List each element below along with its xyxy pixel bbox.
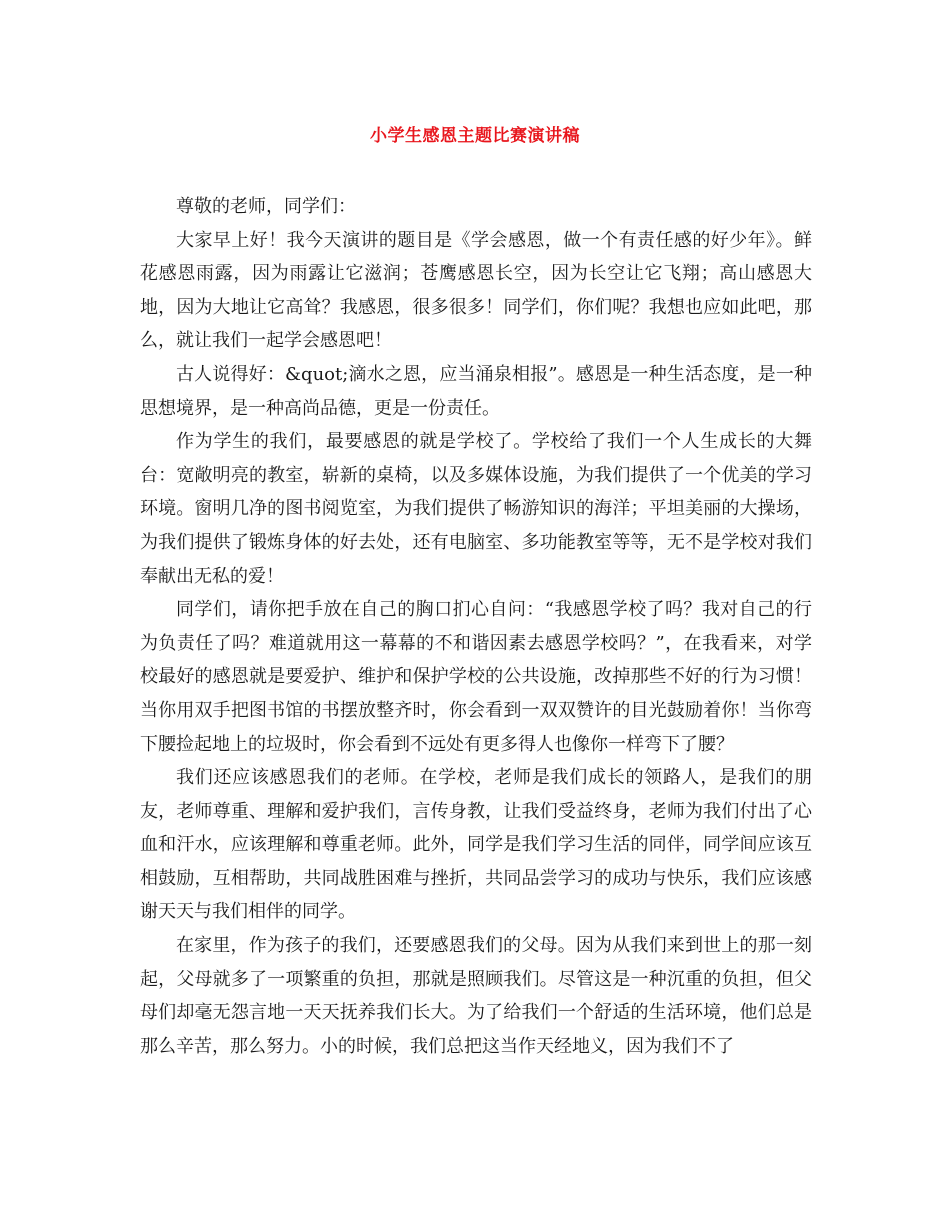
paragraph: 在家里，作为孩子的我们，还要感恩我们的父母。因为从我们来到世上的那一刻起，父母就多了一项繁重的负担，那就是照顾我们。尽管这是一种沉重的负担，但父母们却毫无怨言地一天天抚养我们长大。为了给我们一个舒适的生活环境，他们总是那么辛苦，那么努力。小的时候，我们总把这当作天经地义，因为我们不了: [140, 935, 812, 1057]
paragraph: 我们还应该感恩我们的老师。在学校，老师是我们成长的领路人，是我们的朋友，老师尊重、理解和爱护我们，言传身教，让我们受益终身，老师为我们付出了心血和汗水，应该理解和尊重老师。此外，同学是我们学习生活的同伴，同学间应该互相鼓励，互相帮助，共同战胜困难与挫折，共同品尝学习的成功与快乐，我们应该感谢天天与我们相伴的同学。: [140, 767, 812, 923]
paragraph: 大家早上好！我今天演讲的题目是《学会感恩，做一个有责任感的好少年》。鲜花感恩雨露，因为雨露让它滋润；苍鹰感恩长空，因为长空让它飞翔；高山感恩大地，因为大地让它高耸？我感恩，很多很多！同学们，你们呢？我想也应如此吧，那么，就让我们一起学会感恩吧！: [140, 229, 812, 352]
paragraph: 古人说得好：&quot;滴水之恩，应当涌泉相报”。感恩是一种生活态度，是一种思想境界，是一种高尚品德，更是一份责任。: [140, 363, 812, 419]
paragraph: 作为学生的我们，最要感恩的就是学校了。学校给了我们一个人生成长的大舞台：宽敞明亮的教室，崭新的桌椅，以及多媒体设施，为我们提供了一个优美的学习环境。窗明几净的图书阅览室，为我们提供了畅游知识的海洋；平坦美丽的大操场，为我们提供了锻炼身体的好去处，还有电脑室、多功能教室等等，无不是学校对我们奉献出无私的爱！: [140, 431, 812, 587]
document-title: 小学生感恩主题比赛演讲稿: [370, 126, 580, 146]
document-body: [140, 190, 812, 1063]
paragraph-salutation: 尊敬的老师，同学们：: [176, 196, 356, 217]
paragraph: 同学们，请你把手放在自己的胸口扪心自问：“我感恩学校了吗？我对自己的行为负责任了吗？难道就用这一幕幕的不和谐因素去感恩学校吗？”，在我看来，对学校最好的感恩就是要爱护、维护和保护学校的公共设施，改掉那些不好的行为习惯！当你用双手把图书馆的书摆放整齐时，你会看到一双双赞许的目光鼓励着你！当你弯下腰捡起地上的垃圾时，你会看到不远处有更多得人也像你一样弯下了腰？: [140, 599, 812, 755]
